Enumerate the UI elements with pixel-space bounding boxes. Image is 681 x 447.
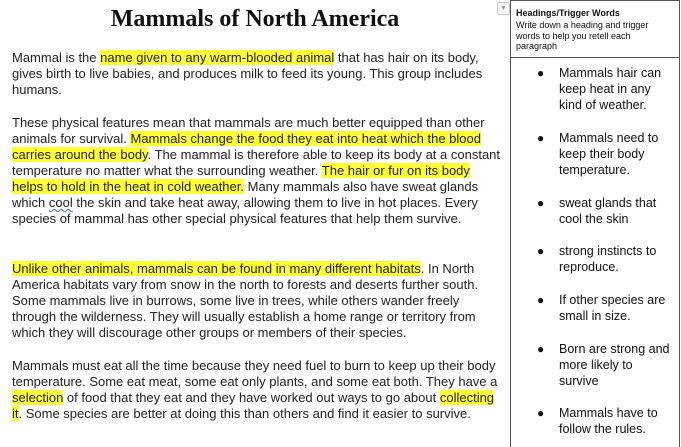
note-item[interactable]: Born are strong and more likely to survive — [559, 342, 670, 388]
highlighted-text: collecting it — [12, 390, 495, 421]
bullet-icon: ● — [537, 196, 545, 210]
page-title: Mammals of North America — [110, 6, 400, 32]
notes-header — [511, 0, 680, 58]
highlighted-text: name given to any warm-blooded animal — [100, 50, 335, 65]
bullet-icon: ● — [537, 244, 545, 258]
paragraph-text: that has hair on its body, gives birth to live babies, and produces milk to feed its young. This group includes humans. — [12, 50, 483, 97]
highlighted-text: The hair or fur on its body helps to hold in the heat in cold weather. — [12, 163, 470, 194]
paragraph-text: . The mammal is therefore able to keep its body at a constant temperature no matter what the surrounding weather. — [12, 147, 501, 178]
notes-instructions: Write down a heading and trigger words to help you retell each paragraph — [516, 20, 649, 51]
notes-title: Headings/Trigger Words — [516, 8, 620, 18]
paragraph-2 — [12, 115, 504, 227]
paragraph-text: Mammals must eat all the time because they need fuel to burn to keep up their body temperature. Some eat meat, some eat only plants, and some eat both. They have a — [12, 358, 498, 389]
spellcheck-underlined-text: cool — [48, 195, 73, 210]
paragraph-text: . Some species are better at doing this than others and find it easier to survive. — [18, 406, 471, 421]
paragraph-4 — [12, 358, 504, 422]
highlighted-text: selection — [12, 390, 64, 405]
paragraph-3 — [12, 261, 504, 341]
bullet-icon: ● — [537, 406, 545, 420]
notes-column — [511, 0, 681, 447]
bullet-icon: ● — [537, 342, 545, 356]
notes-list[interactable] — [511, 57, 680, 447]
chevron-down-icon[interactable]: ▼ — [497, 2, 510, 15]
note-item[interactable]: sweat glands that cool the skin — [559, 196, 657, 226]
note-item[interactable]: Mammals need to keep their body temperature. — [559, 131, 659, 177]
paragraph-text: the skin and take heat away, allowing them to live in hot places. Every species of mammal has other special physical features that help them survive. — [12, 195, 478, 226]
paragraph-text: Many mammals also have sweat glands which — [12, 179, 479, 210]
highlighted-text: Mammals change the food they eat into heat which the blood carries around the body — [12, 131, 481, 162]
paragraph-text: Mammal is the — [12, 50, 101, 65]
paragraph-text: . In North America habitats vary from snow in the north to forests and deserts further south. Some mammals live in burrows, some live in trees, while others wander freely through the wilderness. They will usually establish a home range or territory from which they will discourage other groups or members of their species. — [12, 261, 479, 340]
note-item[interactable]: Mammals have to follow the rules. — [559, 406, 658, 436]
note-item[interactable]: Mammals hair can keep heat in any kind of weather. — [559, 66, 662, 112]
paragraph-1 — [12, 50, 504, 98]
note-item[interactable]: If other species are small in size. — [559, 293, 666, 323]
highlighted-text: Unlike other animals, mammals can be found in many different habitats — [12, 261, 421, 276]
note-item[interactable]: strong instincts to reproduce. — [559, 244, 657, 274]
paragraph-text: of food that they eat and they have worked out ways to go about — [63, 390, 440, 405]
bullet-icon: ● — [537, 293, 545, 307]
bullet-icon: ● — [537, 66, 545, 80]
bullet-icon: ● — [537, 131, 545, 145]
paragraph-text: These physical features mean that mammals are much better equipped than other animals for survival. — [12, 115, 485, 146]
